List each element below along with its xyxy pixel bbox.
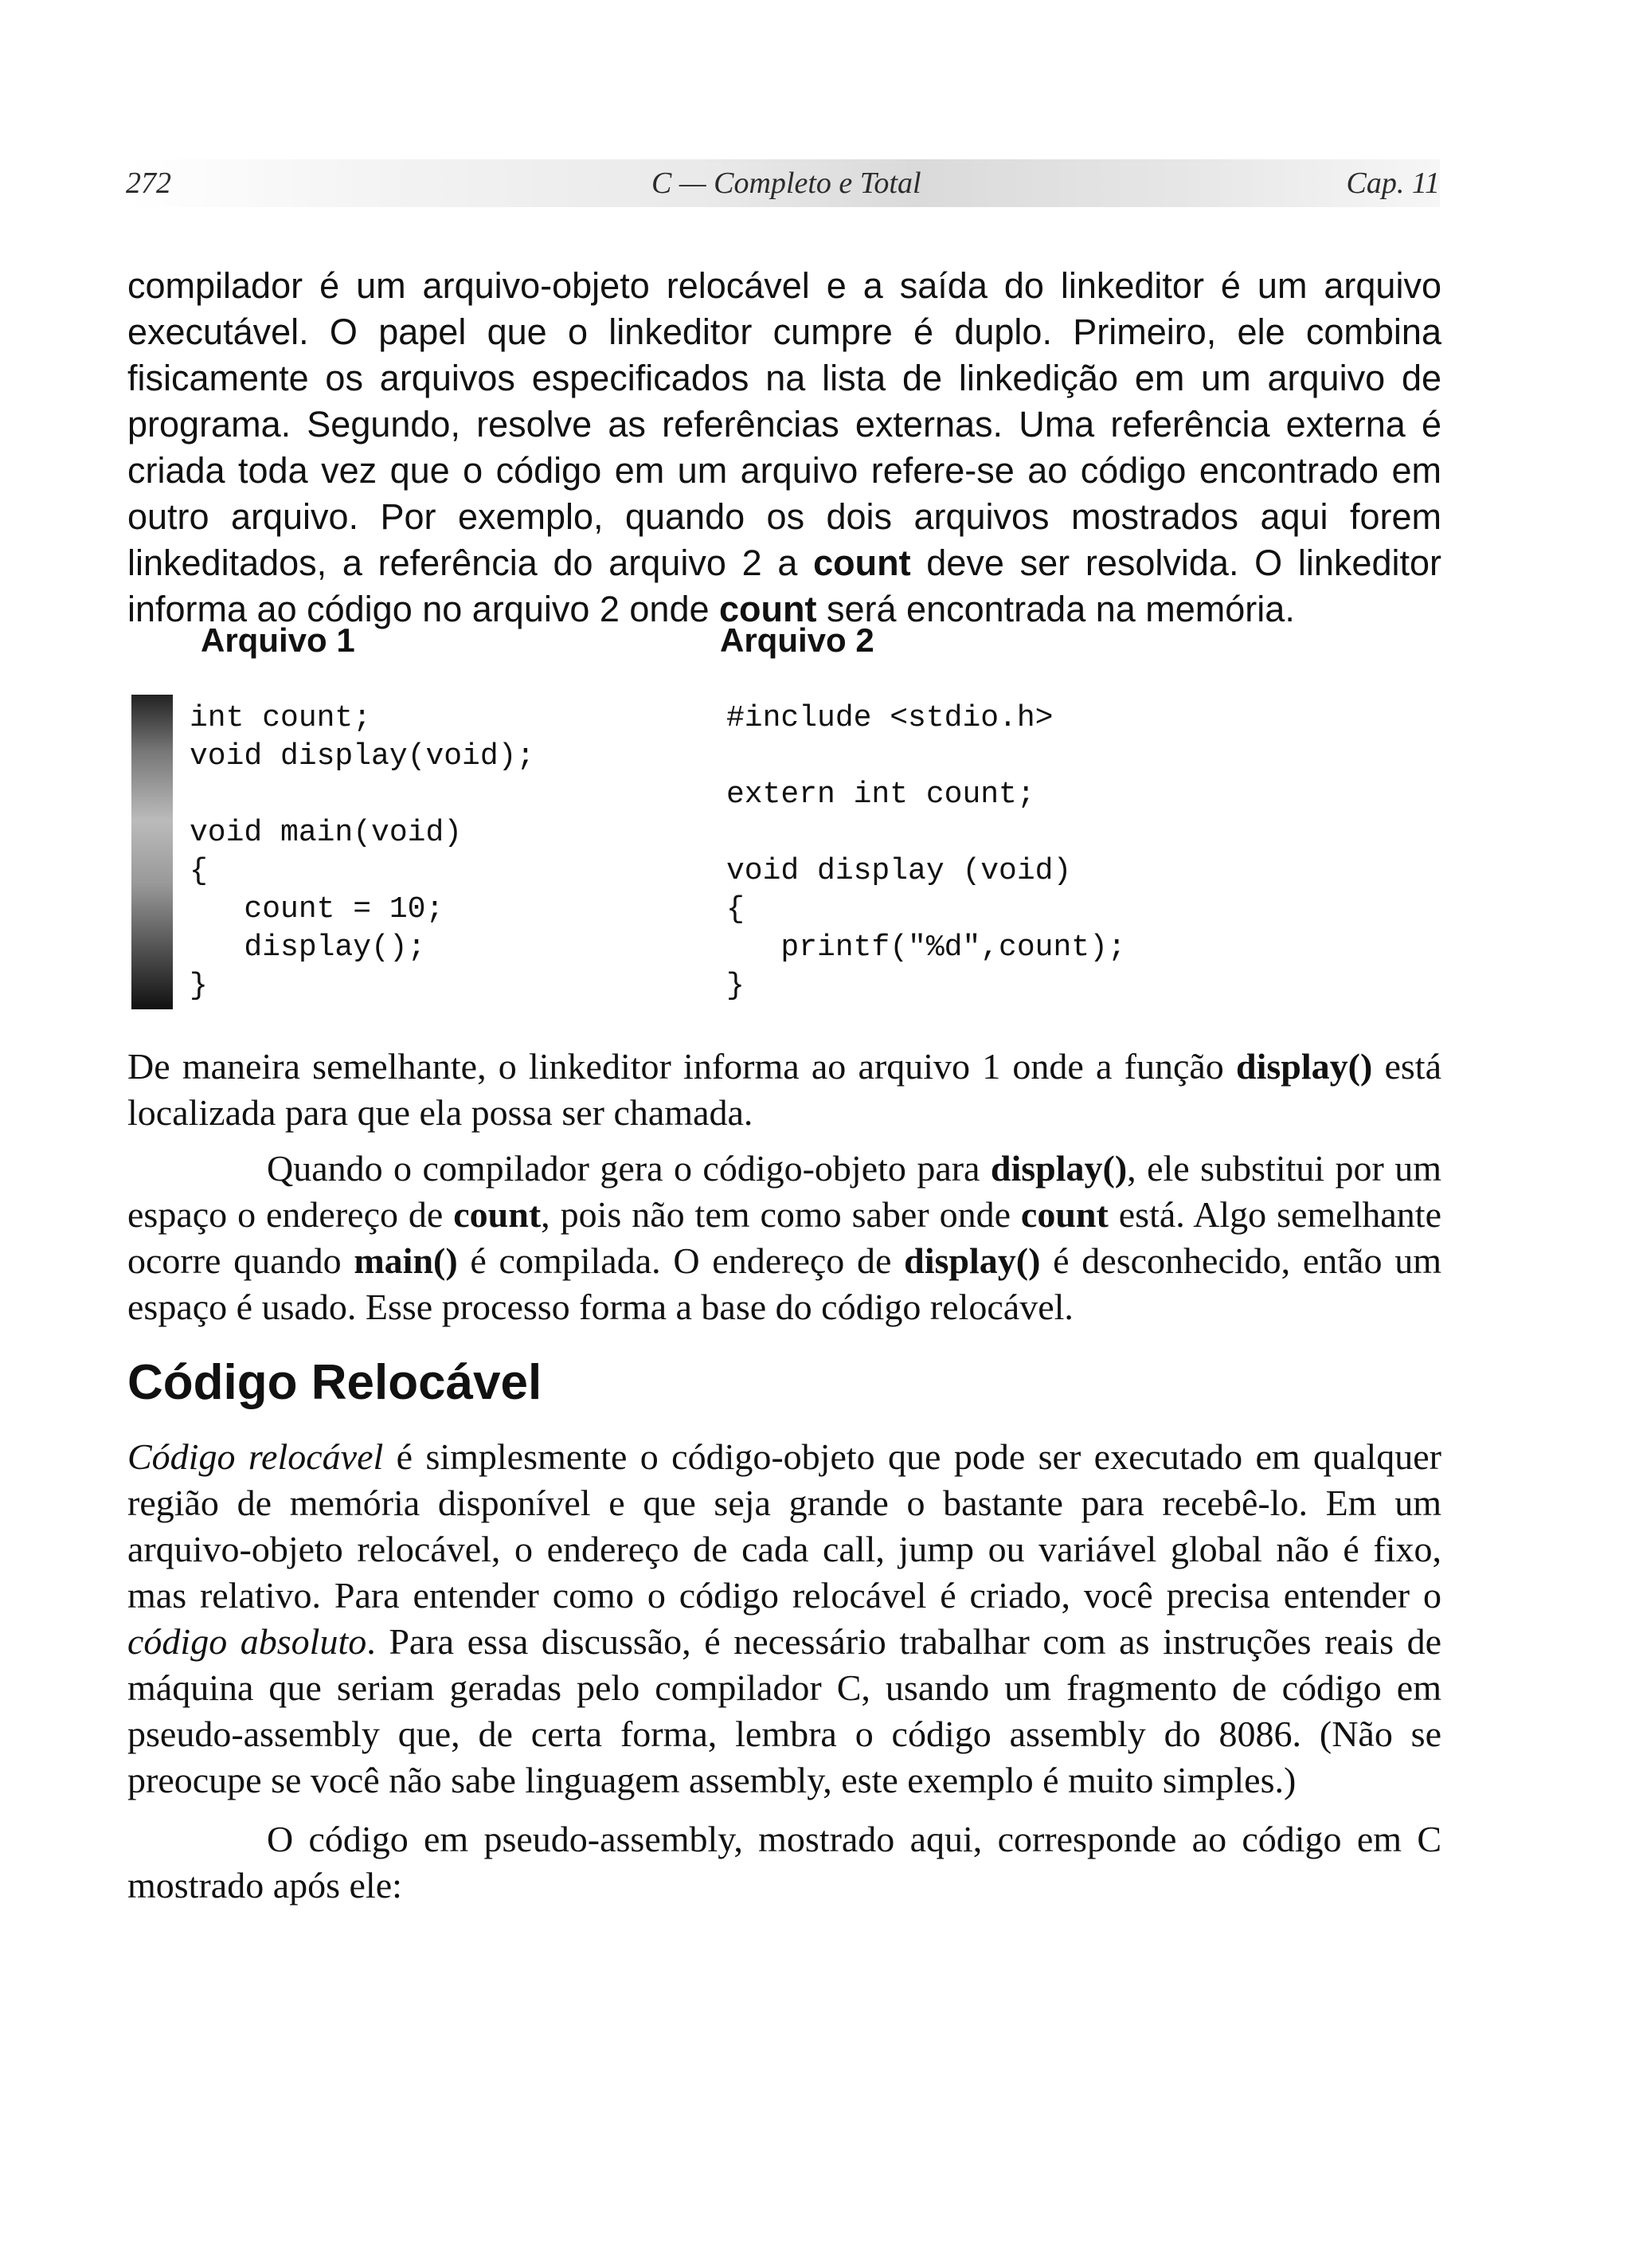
paragraph-pseudo-assembly: O código em pseudo-assembly, mostrado aqui, corresponde ao código em C mostrado após ele: <box>127 1819 1441 1906</box>
file2-code: #include <stdio.h> extern int count; void display (void) { printf("%d",count); } <box>726 701 1126 1003</box>
book-title: C — Completo e Total <box>651 166 921 200</box>
paragraph-display: De maneira semelhante, o linkeditor informa ao arquivo 1 onde a função display() está localizada para que ela possa ser chamada. <box>127 1046 1441 1133</box>
page-header <box>126 159 1440 207</box>
section-heading: Código Relocável <box>127 1355 542 1410</box>
chapter-label: Cap. 11 <box>1346 166 1440 200</box>
file1-title: Arquivo 1 <box>201 621 355 659</box>
keyword-count: count <box>719 589 817 629</box>
paragraph-compiler: Quando o compilador gera o código-objeto para display(), ele substitui por um espaço o endereço de count, pois não tem como saber onde count está. Algo semelhante ocorre quando main() é compilada. O endereço de display() é desconhecido, então um espaço é usado. Esse processo forma a base do código relocável. <box>127 1148 1442 1327</box>
file2-title: Arquivo 2 <box>720 621 874 659</box>
intro-paragraph: compilador é um arquivo-objeto relocável e a saída do linkeditor é um arquivo executável. O papel que o linkeditor cumpre é duplo. Primeiro, ele combina fisicamente os arquivos especificados na lista de linkedição em um arquivo de programa. Segundo, resolve as referências externas. Uma referência externa é criada toda vez que o código em um arquivo refere-se ao código encontrado em outro arquivo. Por exemplo, quando os dois arquivos mostrados aqui forem linkeditados, a referência do arquivo 2 a count deve ser resolvida. O linkeditor informa ao código no arquivo 2 onde count será encontrada na memória. <box>127 265 1441 629</box>
file1-code: int count; void display(void); void main(void) { count = 10; display(); } <box>190 701 535 1003</box>
keyword-count: count <box>813 543 911 583</box>
paragraph-relocatable: Código relocável é simplesmente o código-objeto que pode ser executado em qualquer região de memória disponível e que seja grande o bastante para recebê-lo. Em um arquivo-objeto relocável, o endereço de cada call, jump ou variável global não é fixo, mas relativo. Para entender como o código relocável é criado, você precisa entender o código absoluto. Para essa discussão, é necessário trabalhar com as instruções reais de máquina que seriam geradas pelo compilador C, usando um fragmento de código em pseudo-assembly que, de certa forma, lembra o código assembly do 8086. (Não se preocupe se você não sabe linguagem assembly, este exemplo é muito simples.) <box>127 1436 1441 1800</box>
code-margin-bar <box>131 695 173 1009</box>
page-number: 272 <box>126 166 171 200</box>
